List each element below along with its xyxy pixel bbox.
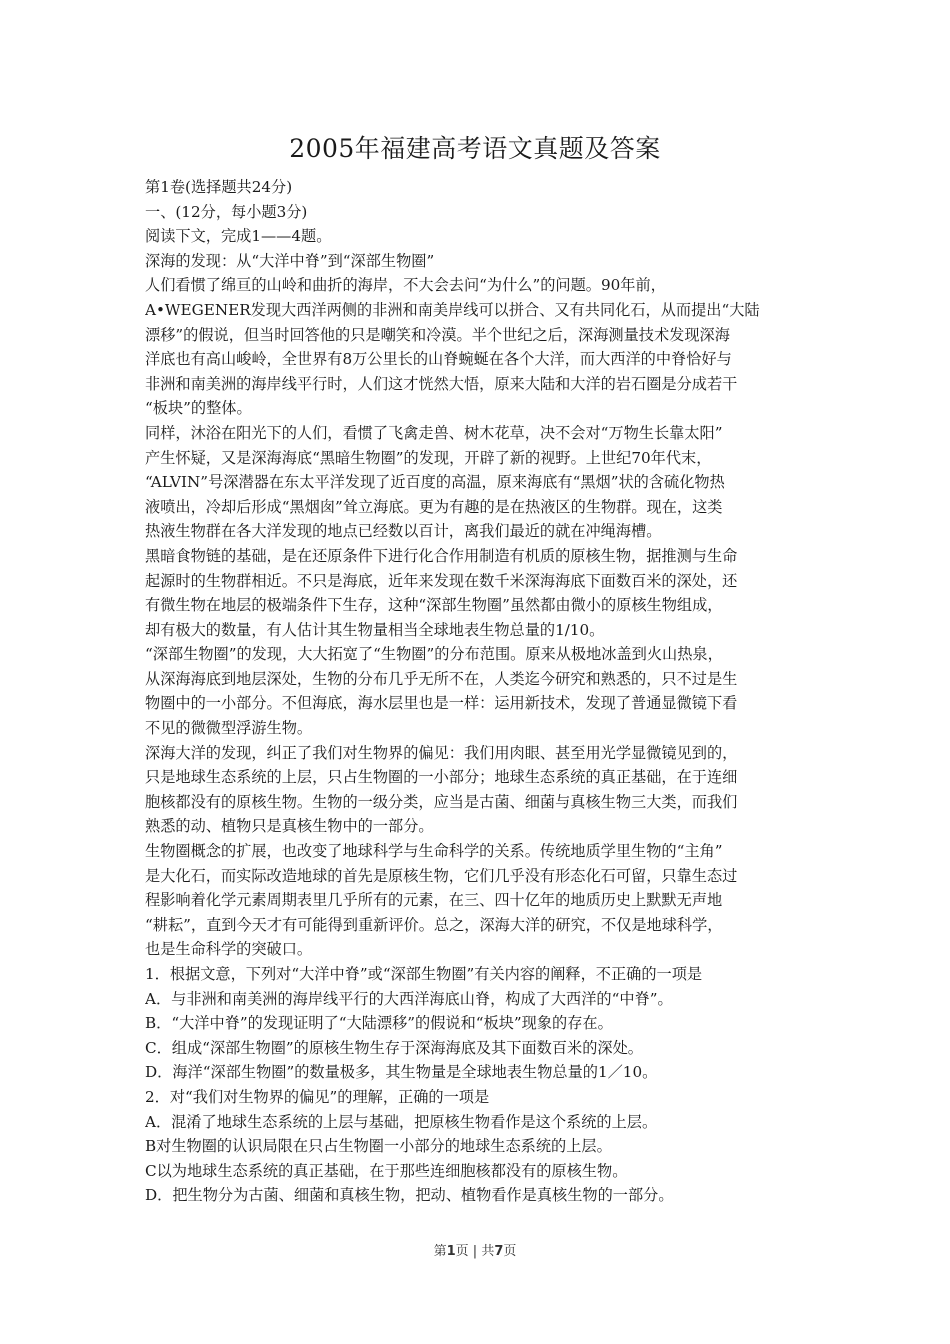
text-line: C以为地球生态系统的真正基础，在于那些连细胞核都没有的原核生物。 [145,1161,628,1180]
text-line: 是大化石，而实际改造地球的首先是原核生物，它们几乎没有形态化石可留，只靠生态过 [145,866,738,885]
page-prefix: 第 [433,1244,447,1259]
text-line: 深海的发现：从“大洋中脊”到“深部生物圈” [145,251,435,270]
text-line: 胞核都没有的原核生物。生物的一级分类，应当是古菌、细菌与真核生物三大类，而我们 [145,792,738,811]
text-line: 却有极大的数量，有人估计其生物量相当全球地表生物总量的1/10。 [145,620,605,639]
text-line: A•WEGENER发现大西洋两侧的非洲和南美岸线可以拼合、又有共同化石，从而提出“大陆 [145,300,760,319]
text-line: “耕耘”，直到今天才有可能得到重新评价。总之，深海大洋的研究，不仅是地球科学， [145,915,723,934]
text-line: D．把生物分为古菌、细菌和真核生物，把动、植物看作是真核生物的一部分。 [145,1186,674,1205]
text-line: 程影响着化学元素周期表里几乎所有的元素，在三、四十亿年的地质历史上默默无声地 [145,891,723,910]
text-line: 2．对“我们对生物界的偏见”的理解，正确的一项是 [145,1087,490,1106]
page-mid: 页 | 共 [455,1244,495,1259]
text-line: 生物圈概念的扩展，也改变了地球科学与生命科学的关系。传统地质学里生物的“主角” [145,842,723,861]
text-line: 第1卷(选择题共24分) [145,178,293,196]
text-line: A．混淆了地球生态系统的上层与基础，把原核生物看作是这个系统的上层。 [145,1112,658,1131]
text-line: “深部生物圈”的发现，大大拓宽了“生物圈”的分布范围。原来从极地冰盖到火山热泉， [145,645,723,664]
text-line: 起源时的生物群相近。不只是海底，近年来发现在数千米深海海底下面数百米的深处，还 [145,571,738,590]
text-line: 从深海海底到地层深处，生物的分布几乎无所不在，人类迄今研究和熟悉的，只不过是生 [145,669,738,688]
text-line: 熟悉的动、植物只是真核生物中的一部分。 [145,817,434,836]
text-line: 阅读下文，完成1——4题。 [145,227,332,246]
document-body [145,175,813,1208]
text-line: 一、(12分，每小题3分) [145,202,308,221]
text-line: 人们看惯了绵亘的山岭和曲折的海岸，不大会去问“为什么”的问题。90年前， [145,276,666,295]
text-line: 液喷出，冷却后形成“黑烟囱”耸立海底。更为有趣的是在热液区的生物群。现在，这类 [145,497,723,516]
text-line: 漂移”的假说，但当时回答他的只是嘲笑和冷漠。半个世纪之后，深海测量技术发现深海 [145,325,730,344]
text-line: B对生物圈的认识局限在只占生物圈一小部分的地球生态系统的上层。 [145,1137,612,1156]
text-line: 有微生物在地层的极端条件下生存，这种“深部生物圈”虽然都由微小的原核生物组成， [145,596,723,615]
text-line: 1．根据文意，下列对“大洋中脊”或“深部生物圈”有关内容的阐释，不正确的一项是 [145,965,703,983]
document-title: 2005年福建高考语文真题及答案 [289,134,661,163]
text-line: 不见的微微型浮游生物。 [145,719,313,738]
text-line: 黑暗食物链的基础，是在还原条件下进行化合作用制造有机质的原核生物，据推测与生命 [145,546,738,565]
page-number: 1 [446,1244,456,1259]
text-line: 洋底也有高山峻岭，全世界有8万公里长的山脊蜿蜒在各个大洋，而大西洋的中脊恰好与 [145,350,732,369]
text-line: 同样，沐浴在阳光下的人们，看惯了飞禽走兽、树木花草，决不会对“万物生长靠太阳” [145,423,723,442]
page-suffix: 页 [503,1244,517,1259]
text-line: B．“大洋中脊”的发现证明了“大陆漂移”的假说和“板块”现象的存在。 [145,1014,613,1033]
text-line: 物圈中的一小部分。不但海底，海水层里也是一样：运用新技术，发现了普通显微镜下看 [145,694,738,713]
text-line: “板块”的整体。 [145,399,252,418]
text-line: 产生怀疑，又是深海海底“黑暗生物圈”的发现，开辟了新的视野。上世纪70年代末， [145,448,712,467]
page-total: 7 [494,1244,504,1259]
page-footer [0,1243,950,1261]
text-line: 只是地球生态系统的上层，只占生物圈的一小部分；地球生态系统的真正基础，在于连细 [145,768,738,787]
text-line: 也是生命科学的突破口。 [145,940,313,959]
text-line: “ALVIN”号深潜器在东太平洋发现了近百度的高温，原来海底有“黑烟”状的含硫化物热 [145,473,725,492]
text-line: 深海大洋的发现，纠正了我们对生物界的偏见：我们用肉眼、甚至用光学显微镜见到的， [145,743,738,762]
text-line: 热液生物群在各大洋发现的地点已经数以百计，离我们最近的就在冲绳海槽。 [145,522,662,541]
text-line: C．组成“深部生物圈”的原核生物生存于深海海底及其下面数百米的深处。 [145,1038,643,1057]
text-line: D．海洋“深部生物圈”的数量极多，其生物量是全球地表生物总量的1／10。 [145,1063,658,1082]
text-line: 非洲和南美洲的海岸线平行时，人们这才恍然大悟，原来大陆和大洋的岩石圈是分成若干 [145,374,738,393]
text-line: A．与非洲和南美洲的海岸线平行的大西洋海底山脊，构成了大西洋的“中脊”。 [145,989,673,1008]
